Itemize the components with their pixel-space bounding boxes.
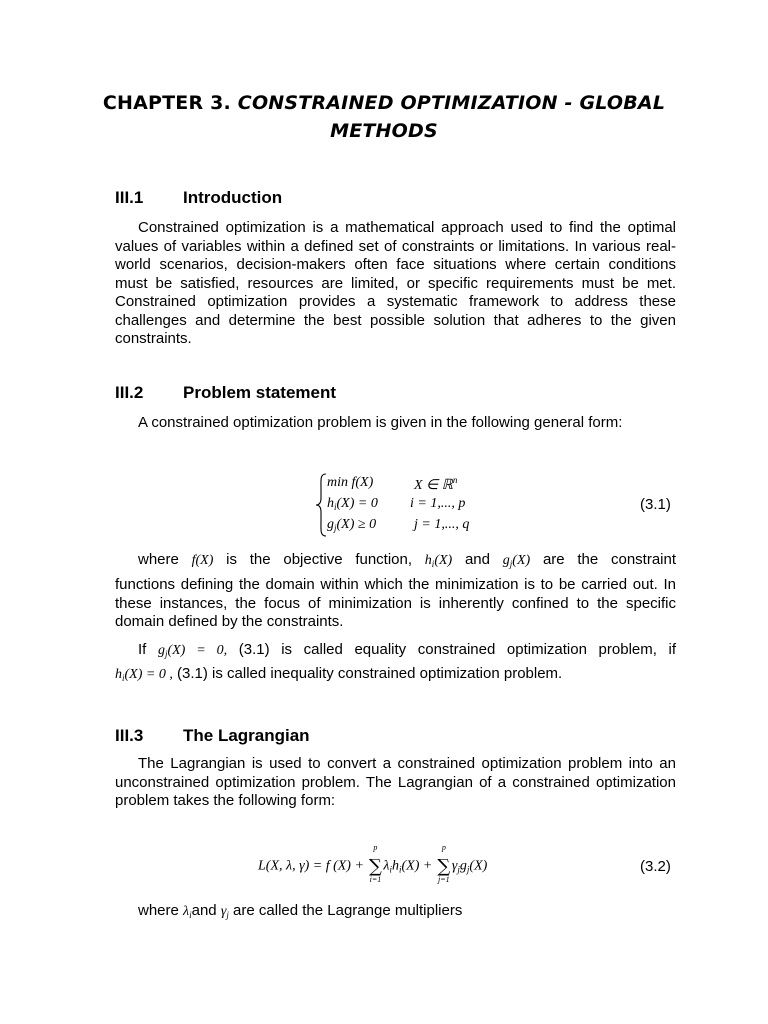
h-equals-zero xyxy=(115,667,173,682)
lagrangian-lhs: L(X, λ, γ) = f (X) + xyxy=(258,858,368,874)
chapter-title-line2 xyxy=(100,120,668,142)
section-number: III.3 xyxy=(115,726,144,745)
h-letter: h xyxy=(392,858,399,874)
sigma-icon: ∑ xyxy=(437,856,451,877)
h-letter: h xyxy=(115,667,122,682)
sum-over-j xyxy=(436,843,452,884)
gamma-sub: j xyxy=(226,910,229,920)
g-sub: j xyxy=(466,864,470,875)
h-arg: (X) = 0 , xyxy=(124,667,173,682)
g-subscript: j xyxy=(334,523,337,533)
g-letter: g xyxy=(502,553,510,568)
equality-desc: (3.1) is called equality constrained optimization problem, if xyxy=(238,641,677,658)
where-word: where xyxy=(138,902,179,919)
left-brace-icon xyxy=(314,472,328,538)
classification-line-1 xyxy=(115,641,676,664)
h-sub: i xyxy=(122,673,125,683)
sum-over-i xyxy=(367,843,383,884)
domain-superscript: n xyxy=(452,475,458,485)
lambda-sub: i xyxy=(189,910,192,920)
inequality-desc: (3.1) is called inequality constrained optimization problem. xyxy=(177,665,563,682)
gamma-sub: j xyxy=(457,864,460,875)
section-number: III.2 xyxy=(115,383,144,402)
inequality-index-range: j = 1,..., q xyxy=(414,517,470,532)
definition-line-1 xyxy=(115,551,676,574)
gamma-letter: γ xyxy=(220,904,227,919)
lagrangian-paragraph: The Lagrangian is used to convert a constrained optimization problem into an unconstrained optimization problem. The Lagrangian of a constrained optimization problem takes the following form: xyxy=(115,755,676,809)
g-of-x xyxy=(503,553,530,568)
chapter-label: CHAPTER 3. xyxy=(102,92,238,114)
h-of-x xyxy=(425,553,452,568)
chapter-title-line1 xyxy=(100,92,668,114)
g-symbol: g xyxy=(327,517,334,532)
f-of-x: f(X) xyxy=(191,553,214,568)
section-heading-introduction xyxy=(115,188,282,208)
h-arg: (X) xyxy=(434,553,453,568)
multipliers-line xyxy=(138,902,462,920)
sum-lower-limit: j=1 xyxy=(438,875,450,884)
introduction-paragraph: Constrained optimization is a mathematical approach used to find the optimal values of variables within a defined set of constraints or limitations. In various real-world scenarios, decision-makers often face situations where certain conditions must be satisfied, resources are limited, or specific requirements must be met. Constrained optimization provides a systematic framework to address these challenges and determine the best possible solution that adheres to the given constraints. xyxy=(115,219,676,347)
equality-constraint xyxy=(327,496,378,512)
h-symbol: h xyxy=(327,496,334,511)
if-word: If xyxy=(138,641,147,658)
h-rest: (X) = 0 xyxy=(336,496,378,511)
domain-expression xyxy=(414,475,457,494)
g-letter: g xyxy=(459,858,467,874)
section-title: Introduction xyxy=(183,188,283,207)
lambda-i xyxy=(183,904,192,919)
and-word: and xyxy=(191,902,217,919)
g-arg: (X) xyxy=(512,553,531,568)
h-subscript: i xyxy=(334,502,337,512)
multipliers-desc: are called the Lagrange multipliers xyxy=(233,902,463,919)
and-word: and xyxy=(464,551,490,568)
section-title: Problem statement xyxy=(183,383,337,402)
equation-row-objective xyxy=(327,475,373,491)
h-letter: h xyxy=(424,553,432,568)
sum-lower-limit: i=1 xyxy=(369,875,382,884)
sum-upper-limit: p xyxy=(373,843,378,852)
gamma-j xyxy=(221,904,229,919)
section-heading-problem-statement xyxy=(115,383,336,403)
g-sub: j xyxy=(164,649,168,659)
lambda-letter: λ xyxy=(183,904,190,919)
chapter-title-italic: CONSTRAINED OPTIMIZATION - GLOBAL xyxy=(237,92,666,114)
objective-desc: is the objective function, xyxy=(226,551,413,568)
domain-text: X ∈ ℝ xyxy=(414,478,453,493)
term1-rest: (X) + xyxy=(401,858,436,874)
equation-number-3-1: (3.1) xyxy=(640,496,671,513)
problem-intro-text: A constrained optimization problem is given in the following general form: xyxy=(138,414,623,431)
equality-index-range: i = 1,..., p xyxy=(410,496,466,511)
classification-line-2 xyxy=(115,665,562,683)
gamma: γ xyxy=(451,858,458,874)
lambda-sub: i xyxy=(389,864,392,875)
section-title: The Lagrangian xyxy=(183,726,310,745)
where-word: where xyxy=(138,551,179,568)
inequality-constraint xyxy=(327,517,376,533)
equation-3-2 xyxy=(258,843,488,884)
g-rest: (X) ≥ 0 xyxy=(336,517,377,532)
sigma-icon: ∑ xyxy=(368,856,382,877)
section-heading-lagrangian xyxy=(115,726,310,746)
objective-expression: min f(X) xyxy=(327,475,374,490)
sum-upper-limit: p xyxy=(441,843,446,852)
definition-paragraph-rest: functions defining the domain within which the minimization is to be carried out. In these instances, the focus of minimization is inherently confined to the specific domain defined by the constraints. xyxy=(115,576,676,630)
g-letter: g xyxy=(157,643,165,658)
lambda: λ xyxy=(383,858,390,874)
constraint-desc: are the constraint xyxy=(542,551,677,568)
term2-rest: (X) xyxy=(469,858,488,874)
chapter-title-italic-2: METHODS xyxy=(330,120,438,142)
g-arg: (X) = 0, xyxy=(167,643,228,658)
h-sub: i xyxy=(431,559,435,569)
equation-number-3-2: (3.2) xyxy=(640,858,671,875)
g-sub: j xyxy=(509,559,513,569)
g-equals-zero xyxy=(158,643,227,658)
section-number: III.1 xyxy=(115,188,144,207)
h-sub: i xyxy=(399,864,402,875)
